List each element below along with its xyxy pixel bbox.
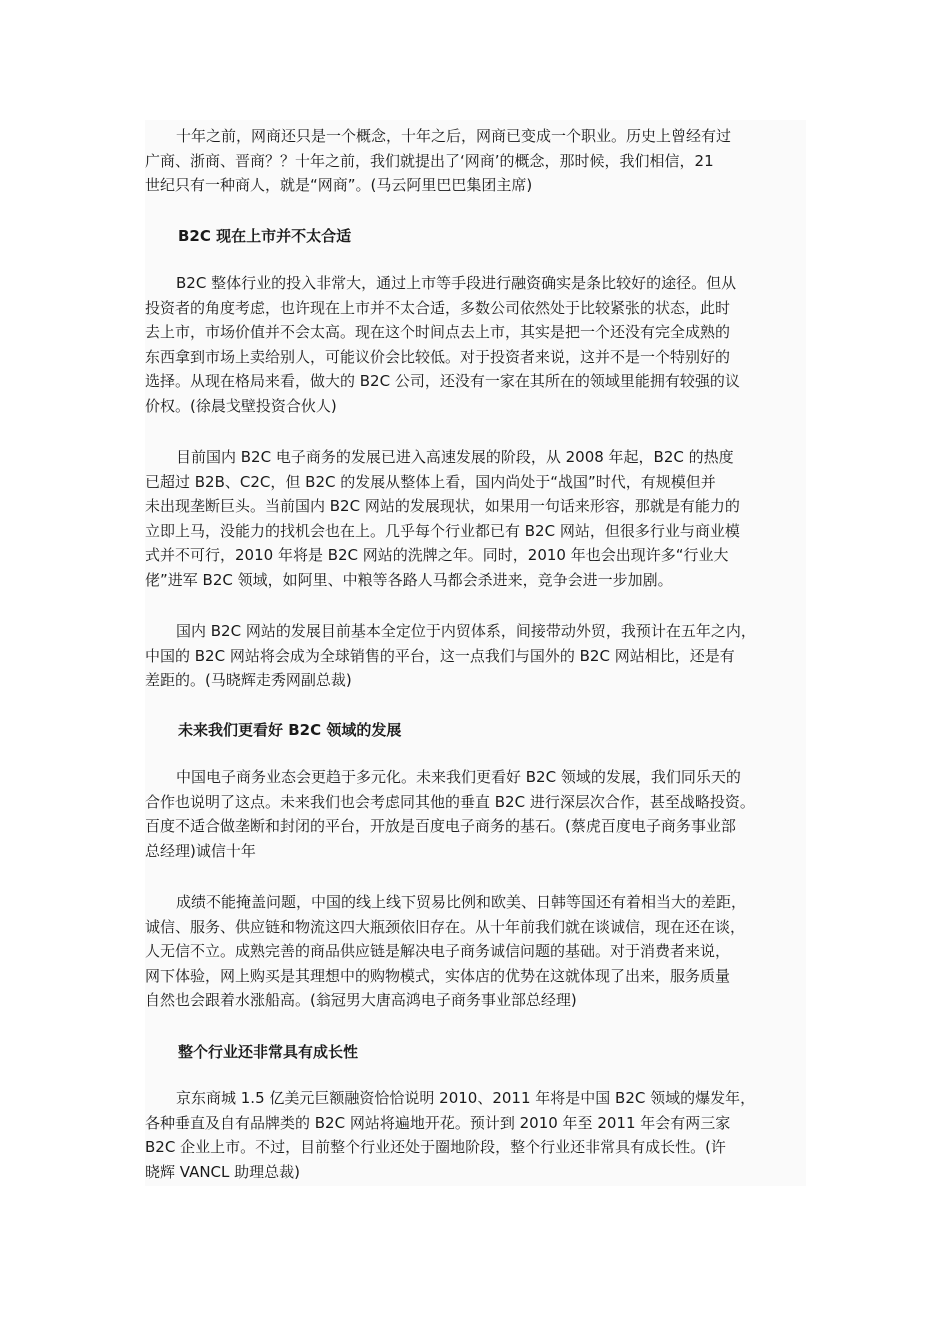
text-line: 中国电子商务业态会更趋于多元化。未来我们更看好 B2C 领域的发展，我们同乐天的 <box>176 768 741 786</box>
text-line: 百度不适合做垄断和封闭的平台，开放是百度电子商务的基石。(蔡虎百度电子商务事业部 <box>145 817 736 835</box>
paragraph-investment <box>145 271 815 418</box>
paragraph-b2c-development <box>145 445 815 592</box>
text-line: 广商、浙商、晋商？？十年之前，我们就提出了‘网商’的概念，那时候，我们相信，21 <box>145 151 714 170</box>
text-line: B2C 整体行业的投入非常大，通过上市等手段进行融资确实是条比较好的途径。但从 <box>176 274 737 292</box>
text-line: 诚信、服务、供应链和物流这四大瓶颈依旧存在。从十年前我们就在谈诚信，现在还在谈， <box>145 917 746 936</box>
paragraph-jingdong <box>145 1086 815 1184</box>
text-line: 晓辉 VANCL 助理总裁) <box>145 1162 301 1181</box>
paragraph-domestic-b2c <box>145 619 815 693</box>
text-line: 自然也会跟着水涨船高。(翁冠男大唐高鸿电子商务事业部总经理) <box>145 991 577 1009</box>
text-line: 投资者的角度考虑，也许现在上市并不太合适，多数公司依然处于比较紧张的状态，此时 <box>145 298 731 317</box>
text-line: 人无信不立。成熟完善的商品供应链是解决电子商务诚信问题的基础。对于消费者来说， <box>145 942 731 960</box>
text-line: 未出现垄断巨头。当前国内 B2C 网站的发展现状，如果用一句话来形容，那就是有能力的 <box>145 497 740 515</box>
paragraph-diversification <box>145 765 815 863</box>
text-line: 差距的。(马晓辉走秀网副总裁) <box>145 671 352 689</box>
section-heading: 未来我们更看好 B2C 领域的发展 <box>178 721 402 739</box>
text-line: 佬”进军 B2C 领域，如阿里、中粮等各路人马都会杀进来，竞争会进一步加剧。 <box>145 570 673 589</box>
text-line: 总经理)诚信十年 <box>145 841 256 860</box>
text-line: 已超过 B2B、C2C，但 B2C 的发展从整体上看，国内尚处于“战国”时代，有规模但并 <box>145 472 716 491</box>
text-line: B2C 企业上市。不过，目前整个行业还处于圈地阶段，整个行业还非常具有成长性。(许 <box>145 1138 726 1156</box>
text-line: 世纪只有一种商人，就是“网商”。(马云阿里巴巴集团主席) <box>145 176 533 194</box>
text-line: 去上市，市场价值并不会太高。现在这个时间点去上市，其实是把一个还没有完全成熟的 <box>145 323 731 341</box>
text-line: 京东商城 1.5 亿美元巨额融资恰恰说明 2010、2011 年将是中国 B2C 领域的爆发年， <box>176 1089 756 1107</box>
text-line: 立即上马，没能力的找机会也在上。几乎每个行业都已有 B2C 网站，但很多行业与商业模 <box>145 521 740 540</box>
text-line: 成绩不能掩盖问题，中国的线上线下贸易比例和欧美、日韩等国还有着相当大的差距， <box>176 893 747 911</box>
text-line: 目前国内 B2C 电子商务的发展已进入高速发展的阶段，从 2008 年起，B2C 的热度 <box>176 448 734 466</box>
text-line: 东西拿到市场上卖给别人，可能议价会比较低。对于投资者来说，这并不是一个特别好的 <box>145 347 731 366</box>
text-line: 十年之前，网商还只是一个概念，十年之后，网商已变成一个职业。历史上曾经有过 <box>176 127 732 145</box>
paragraph-intro <box>145 124 815 198</box>
text-line: 中国的 B2C 网站将会成为全球销售的平台，这一点我们与国外的 B2C 网站相比，还是有 <box>145 646 735 665</box>
text-line: 合作也说明了这点。未来我们也会考虑同其他的垂直 B2C 进行深层次合作，甚至战略投资。 <box>145 792 755 811</box>
text-line: 国内 B2C 网站的发展目前基本全定位于内贸体系，间接带动外贸，我预计在五年之内， <box>176 622 756 640</box>
text-line: 各种垂直及自有品牌类的 B2C 网站将遍地开花。预计到 2010 年至 2011 年会有两三家 <box>145 1113 731 1132</box>
text-line: 式并不可行，2010 年将是 B2C 网站的洗牌之年。同时，2010 年也会出现许多“行业大 <box>145 546 729 564</box>
text-line: 网下体验，网上购买是其理想中的购物模式，实体店的优势在这就体现了出来，服务质量 <box>145 966 731 985</box>
section-heading: B2C 现在上市并不太合适 <box>178 227 352 245</box>
text-line: 价权。(徐晨戈壁投资合伙人) <box>145 396 337 415</box>
paragraph-integrity <box>145 890 815 1013</box>
text-line: 选择。从现在格局来看，做大的 B2C 公司，还没有一家在其所在的领域里能拥有较强的议 <box>145 372 740 390</box>
section-heading: 整个行业还非常具有成长性 <box>178 1043 359 1061</box>
